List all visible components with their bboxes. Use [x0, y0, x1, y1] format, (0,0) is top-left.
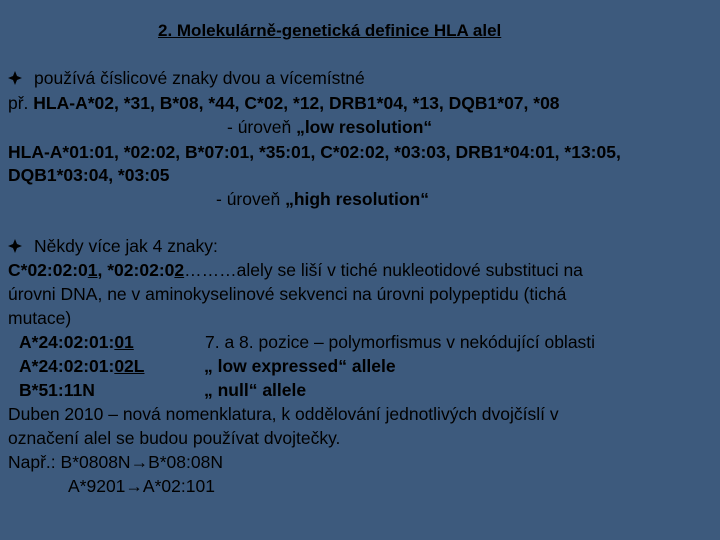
- high-level-prefix: - úroveň: [216, 189, 286, 209]
- allele-2-b: 02L: [114, 356, 145, 376]
- allele-2-a: A*24:02:01:: [19, 356, 115, 376]
- diamond-bullet-icon: [8, 71, 22, 85]
- low-level-line: [227, 116, 432, 138]
- allele-row-1: [19, 331, 134, 353]
- bullet-line-2: [8, 235, 218, 257]
- bullet-text: Někdy více jak 4 znaky:: [34, 236, 218, 256]
- low-prefix: př.: [8, 93, 34, 113]
- nomenclature-line-1: Duben 2010 – nová nomenklatura, k oddělování jednotlivých dvojčíslí v: [8, 404, 559, 424]
- low-level-prefix: - úroveň: [227, 117, 297, 137]
- allele-row-2: [19, 355, 144, 377]
- c-example-rest: ………alely se liší v tiché nukleotidové substituci na: [184, 260, 583, 280]
- high-level-label: „high resolution“: [285, 189, 429, 209]
- c-examples-line: [8, 259, 583, 281]
- allele-row-1-note: 7. a 8. pozice – polymorfismus v nekódující oblasti: [205, 332, 596, 352]
- nomenclature-line-2: označení alel se budou používat dvojtečky.: [8, 428, 341, 448]
- low-level-label: „low resolution“: [296, 117, 433, 137]
- desc-line-2: úrovni DNA, ne v aminokyselinové sekvenci na úrovni polypeptidu (tichá: [8, 284, 567, 304]
- allele-1-a: A*24:02:01:: [19, 332, 115, 352]
- c-example-1-b: 1: [87, 260, 98, 280]
- allele-1-b: 01: [114, 332, 134, 352]
- bullet-text: používá číslicové znaky dvou a vícemístné: [34, 68, 365, 88]
- low-examples-line: [8, 92, 560, 114]
- c-example-2-b: 2: [174, 260, 185, 280]
- high-level-line: [216, 188, 429, 210]
- desc-line-3: mutace): [8, 308, 72, 328]
- high-examples-line-1: HLA-A*01:01, *02:02, B*07:01, *35:01, C*02:02, *03:03, DRB1*04:01, *13:05,: [8, 142, 621, 162]
- c-example-2-a: *02:02:0: [107, 260, 175, 280]
- page-title: [158, 20, 501, 42]
- example-line-2: A*9201→A*02:101: [68, 476, 215, 496]
- c-example-sep: ,: [97, 260, 108, 280]
- high-examples-line-2: DQB1*03:04, *03:05: [8, 165, 170, 185]
- allele-row-3: B*51:11N: [19, 380, 95, 400]
- c-example-1-a: C*02:02:0: [8, 260, 88, 280]
- bullet-line-1: [8, 67, 365, 89]
- low-examples: HLA-A*02, *31, B*08, *44, C*02, *12, DRB1*04, *13, DQB1*07, *08: [33, 93, 560, 113]
- example-line-1: Např.: B*0808N→B*08:08N: [8, 452, 223, 472]
- allele-row-2-note: „ low expressed“ allele: [204, 356, 396, 376]
- diamond-bullet-icon: [8, 239, 22, 253]
- allele-row-3-note: „ null“ allele: [204, 380, 307, 400]
- title-text: 2. Molekulárně-genetická definice HLA alel: [158, 21, 502, 40]
